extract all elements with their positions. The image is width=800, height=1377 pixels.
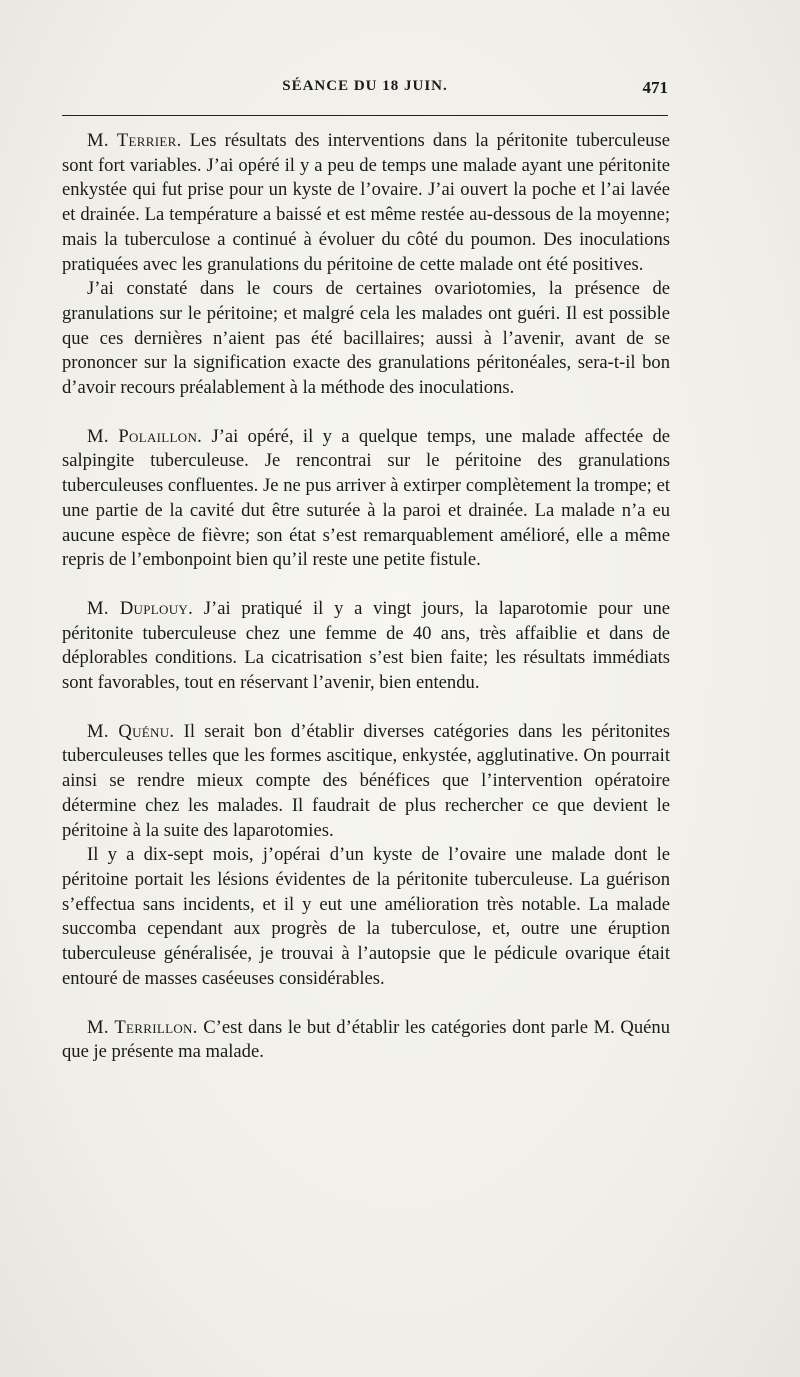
speaker-name: M. Polaillon. — [87, 425, 203, 447]
paragraph-text: J’ai opéré, il y a quelque temps, une malade affectée de salpingite tuberculeuse. Je rencontrai sur le péritoine des granulations tuberculeuses confluentes. Je ne pus arriver à extirper complètement la trompe; et une partie de la cavité dut être suturée à la paroi et drainée. La malade n’a eu aucune espèce de fièvre; son état s’est remarquablement amélioré, elle a même repris de l’embonpoint bien qu’il reste une petite fistule. — [62, 425, 670, 571]
paragraph-text: C’est dans le but d’établir les catégories dont parle M. Quénu que je présente ma malade. — [62, 1016, 670, 1063]
paragraph-quenu-continued — [62, 843, 670, 991]
paragraph-text: Les résultats des interventions dans la péritonite tuberculeuse sont fort variables. J’ai opéré il y a peu de temps une malade ayant une péritonite enkystée qui fut prise pour un kyste de l’ovaire. J’ai ouvert la poche et l’ai lavée et drainée. La température a baissé et est même restée au-dessous de la moyenne; mais la tuberculose a continué à évoluer du côté du poumon. Des inoculations pratiquées avec les granulations du péritoine de cette malade ont été positives. — [62, 130, 670, 275]
running-title — [62, 78, 668, 95]
paragraph-terrier — [62, 129, 670, 277]
running-title-text: SÉANCE DU 18 JUIN. — [282, 78, 448, 94]
paragraph-terrillon — [62, 1016, 670, 1065]
speaker-name: M. Terrillon. — [87, 1016, 198, 1038]
paragraph-quenu — [62, 720, 670, 844]
paragraph-polaillon — [62, 425, 670, 573]
speaker-name: M. Terrier. — [87, 130, 182, 151]
speaker-name: M. Quénu. — [87, 720, 175, 742]
paragraph-terrier-continued — [62, 277, 670, 401]
header-rule — [62, 115, 668, 116]
page-header — [62, 78, 668, 102]
paragraph-text: J’ai pratiqué il y a vingt jours, la laparotomie pour une péritonite tuberculeuse chez une femme de 40 ans, très affaiblie et dans de déplorables conditions. La cicatrisation s’est bien faite; les résultats immédiats sont favorables, tout en réservant l’avenir, bien entendu. — [62, 597, 670, 694]
paragraph-duplouy — [62, 597, 670, 696]
paragraph-text: Il y a dix-sept mois, j’opérai d’un kyste de l’ovaire une malade dont le péritoine portait les lésions évidentes de la péritonite tuberculeuse. La guérison s’effectua sans incidents, et il y eut une amélioration très notable. La malade succomba cependant aux progrès de la tuberculose, et, outre une éruption tuberculeuse généralisée, je trouvai à l’autopsie que le pédicule ovarique était entouré de masses caséeuses considérables. — [62, 844, 670, 989]
speaker-name: M. Duplouy. — [87, 597, 194, 619]
page-number: 471 — [642, 78, 668, 97]
body-text — [62, 129, 670, 1065]
paragraph-text: J’ai constaté dans le cours de certaines ovariotomies, la présence de granulations sur le péritoine; et malgré cela les malades ont guéri. Il est possible que ces dernières n’aient pas été bacillaires; aussi à l’avenir, avant de se prononcer sur la signification exacte des granulations péritonéales, sera-t-il bon d’avoir recours préalablement à la méthode des inoculations. — [62, 278, 670, 399]
paragraph-text: Il serait bon d’établir diverses catégories dans les péritonites tuberculeuses telles que les formes ascitique, enkystée, agglutinative. On pourrait ainsi se rendre mieux compte des bénéfices que l’intervention opératoire détermine chez les malades. Il faudrait de plus rechercher ce que devient le péritoine à la suite des laparotomies. — [62, 720, 670, 841]
